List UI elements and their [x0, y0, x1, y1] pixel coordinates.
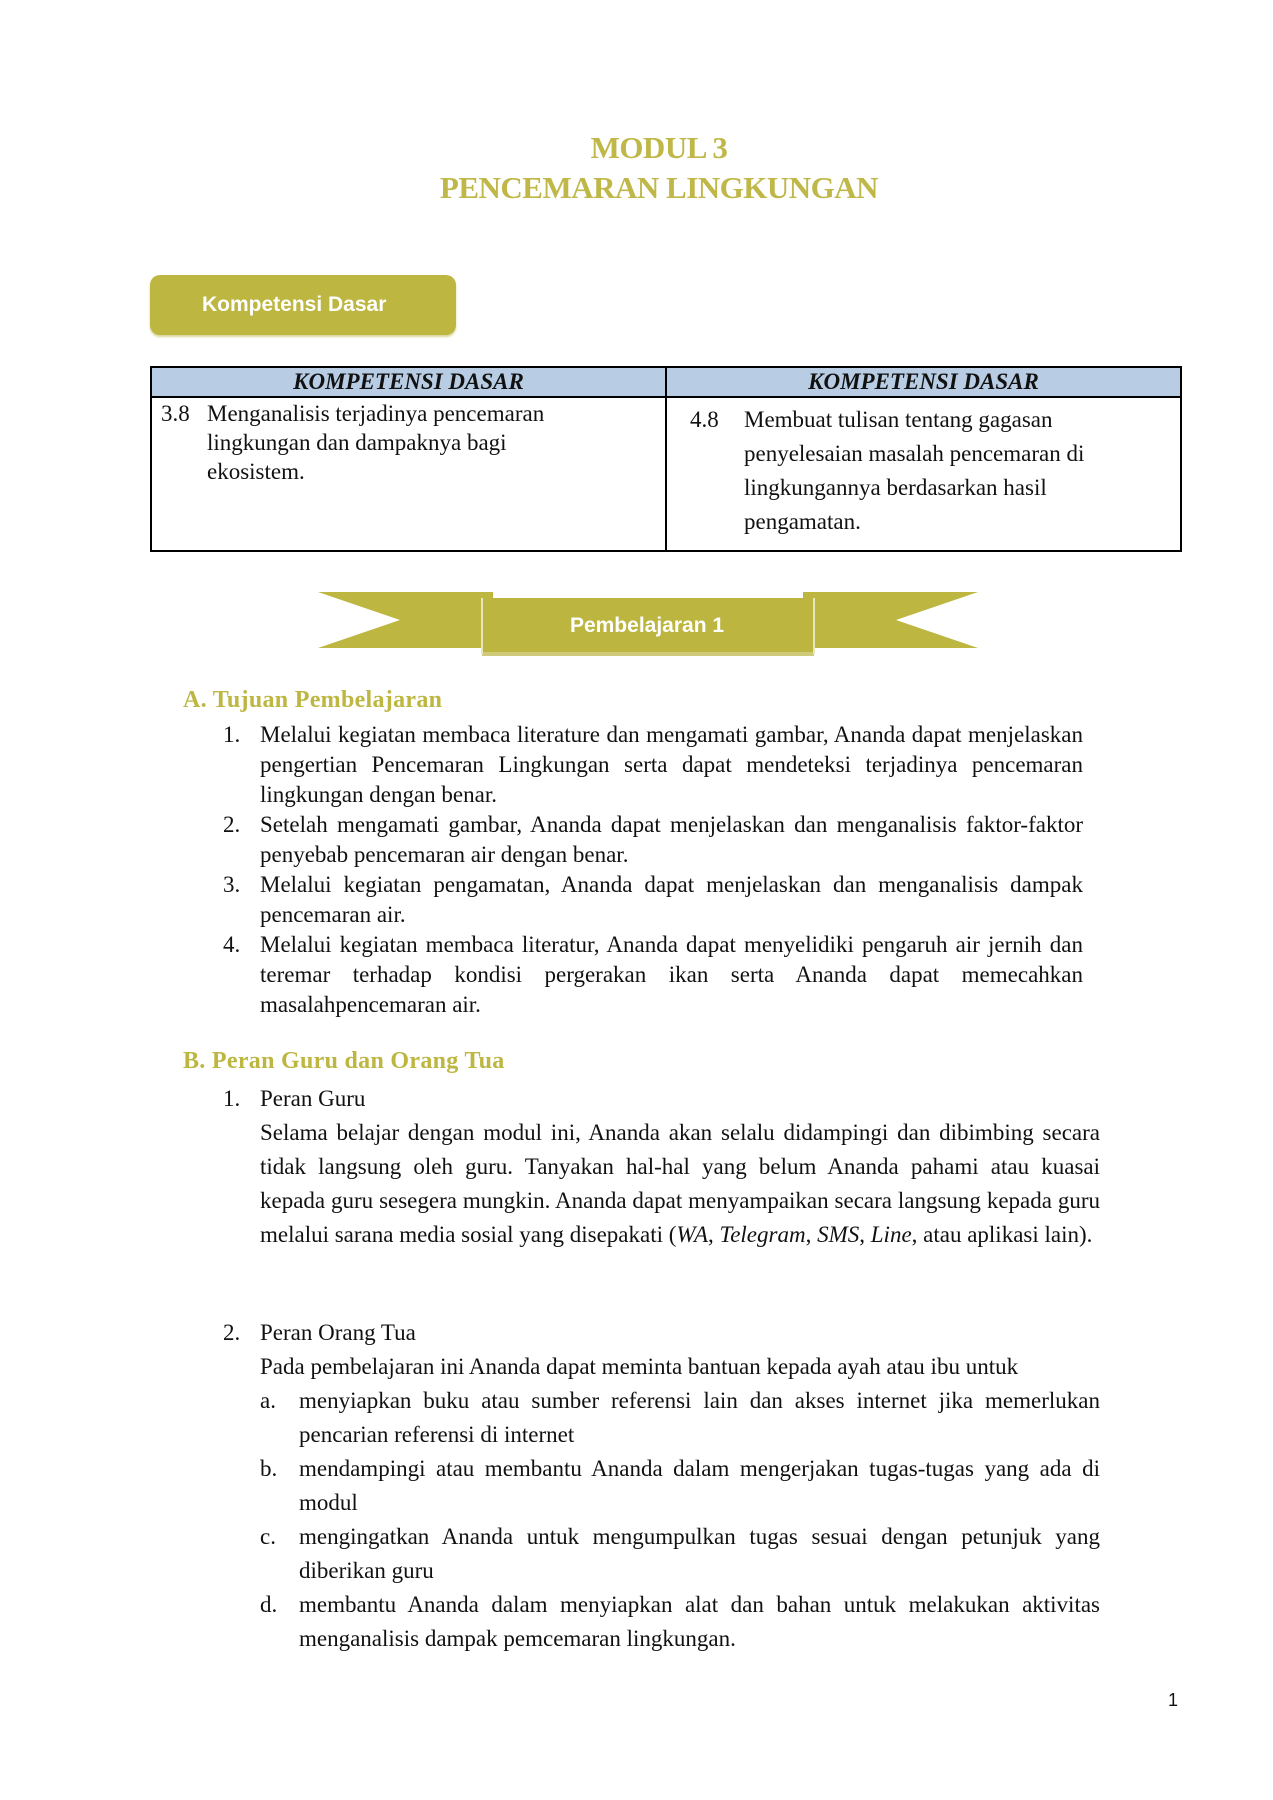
item-letter: c.	[260, 1524, 276, 1549]
peran-orang-tua	[223, 1316, 1100, 1656]
list-item	[223, 720, 1083, 810]
module-number: MODUL 3	[590, 130, 728, 165]
module-title: PENCEMARAN LINGKUNGAN	[439, 170, 879, 205]
kd-text: Menganalisis terjadinya pencemaran lingkungan dan dampaknya bagi ekosistem.	[207, 401, 545, 484]
banner-label: Pembelajaran 1	[569, 614, 725, 637]
item-number: 2.	[223, 1320, 241, 1345]
kd-number: 3.8	[161, 401, 190, 426]
page-number: 1	[1168, 1690, 1179, 1710]
item-number: 1.	[223, 722, 241, 747]
list-item	[223, 810, 1083, 870]
table-header: KOMPETENSI DASAR	[666, 367, 1181, 397]
table-cell	[666, 397, 1181, 551]
table-header: KOMPETENSI DASAR	[151, 367, 666, 397]
item-text: Melalui kegiatan membaca literatur, Ananda dapat menyelidiki pengaruh air jernih dan teremar terhadap kondisi pergerakan ikan serta Ananda dapat memecahkan masalahpencemaran air.	[260, 932, 1083, 1017]
section-heading-tujuan: A. Tujuan Pembelajaran	[183, 687, 443, 713]
list-item	[223, 1316, 1100, 1656]
kd-number: 4.8	[690, 407, 719, 432]
kd-text: Membuat tulisan tentang gagasan penyelesaian masalah pencemaran di lingkungannya berdasarkan hasil pengamatan.	[744, 407, 1085, 534]
item-text: mendampingi atau membantu Ananda dalam mengerjakan tugas-tugas yang ada di modul	[299, 1456, 1100, 1515]
item-title: Peran Orang Tua	[260, 1320, 416, 1345]
table-cell	[151, 397, 666, 551]
item-text: Melalui kegiatan membaca literature dan mengamati gambar, Ananda dapat menjelaskan pengertian Pencemaran Lingkungan serta dapat mendeteksi terjadinya pencemaran lingkungan dengan benar.	[260, 722, 1083, 807]
list-item	[223, 930, 1083, 1020]
sub-list-item	[260, 1452, 1100, 1520]
item-text: Selama belajar dengan modul ini, Ananda akan selalu didampingi dan dibimbing secara tidak langsung oleh guru. Tanyakan hal-hal yang belum Ananda pahami atau kuasai kepada guru sesegera mungkin. Ananda dapat menyampaikan secara langsung kepada guru melalui sarana media sosial yang disepakati (WA, Telegram, SMS, Line, atau aplikasi lain).	[260, 1120, 1100, 1247]
item-text: membantu Ananda dalam menyiapkan alat dan bahan untuk melakukan aktivitas menganalisis dampak pemcemaran lingkungan.	[299, 1592, 1100, 1651]
item-number: 3.	[223, 872, 241, 897]
item-text: menyiapkan buku atau sumber referensi lain dan akses internet jika memerlukan pencarian referensi di internet	[299, 1388, 1100, 1447]
item-letter: d.	[260, 1592, 278, 1617]
kompetensi-dasar-table	[150, 366, 1182, 552]
item-title: Peran Guru	[260, 1086, 366, 1111]
sub-list-item	[260, 1384, 1100, 1452]
kompetensi-dasar-label: Kompetensi Dasar	[150, 275, 456, 335]
item-text: Pada pembelajaran ini Ananda dapat meminta bantuan kepada ayah atau ibu untuk	[260, 1354, 1019, 1379]
item-text: Setelah mengamati gambar, Ananda dapat menjelaskan dan menganalisis faktor-faktor penyebab pencemaran air dengan benar.	[260, 812, 1083, 867]
peran-guru	[223, 1082, 1100, 1252]
list-item	[223, 1082, 1100, 1252]
sub-list-item	[260, 1520, 1100, 1588]
item-number: 4.	[223, 932, 241, 957]
item-text: mengingatkan Ananda untuk mengumpulkan tugas sesuai dengan petunjuk yang diberikan guru	[299, 1524, 1100, 1583]
item-text: Melalui kegiatan pengamatan, Ananda dapat menjelaskan dan menganalisis dampak pencemaran air.	[260, 872, 1083, 927]
sub-list-item	[260, 1588, 1100, 1656]
item-number: 2.	[223, 812, 241, 837]
tujuan-list	[223, 720, 1083, 1020]
list-item	[223, 870, 1083, 930]
item-number: 1.	[223, 1086, 241, 1111]
item-letter: a.	[260, 1388, 276, 1413]
sub-list	[260, 1384, 1100, 1656]
section-heading-peran: B. Peran Guru dan Orang Tua	[183, 1048, 505, 1074]
item-letter: b.	[260, 1456, 278, 1481]
